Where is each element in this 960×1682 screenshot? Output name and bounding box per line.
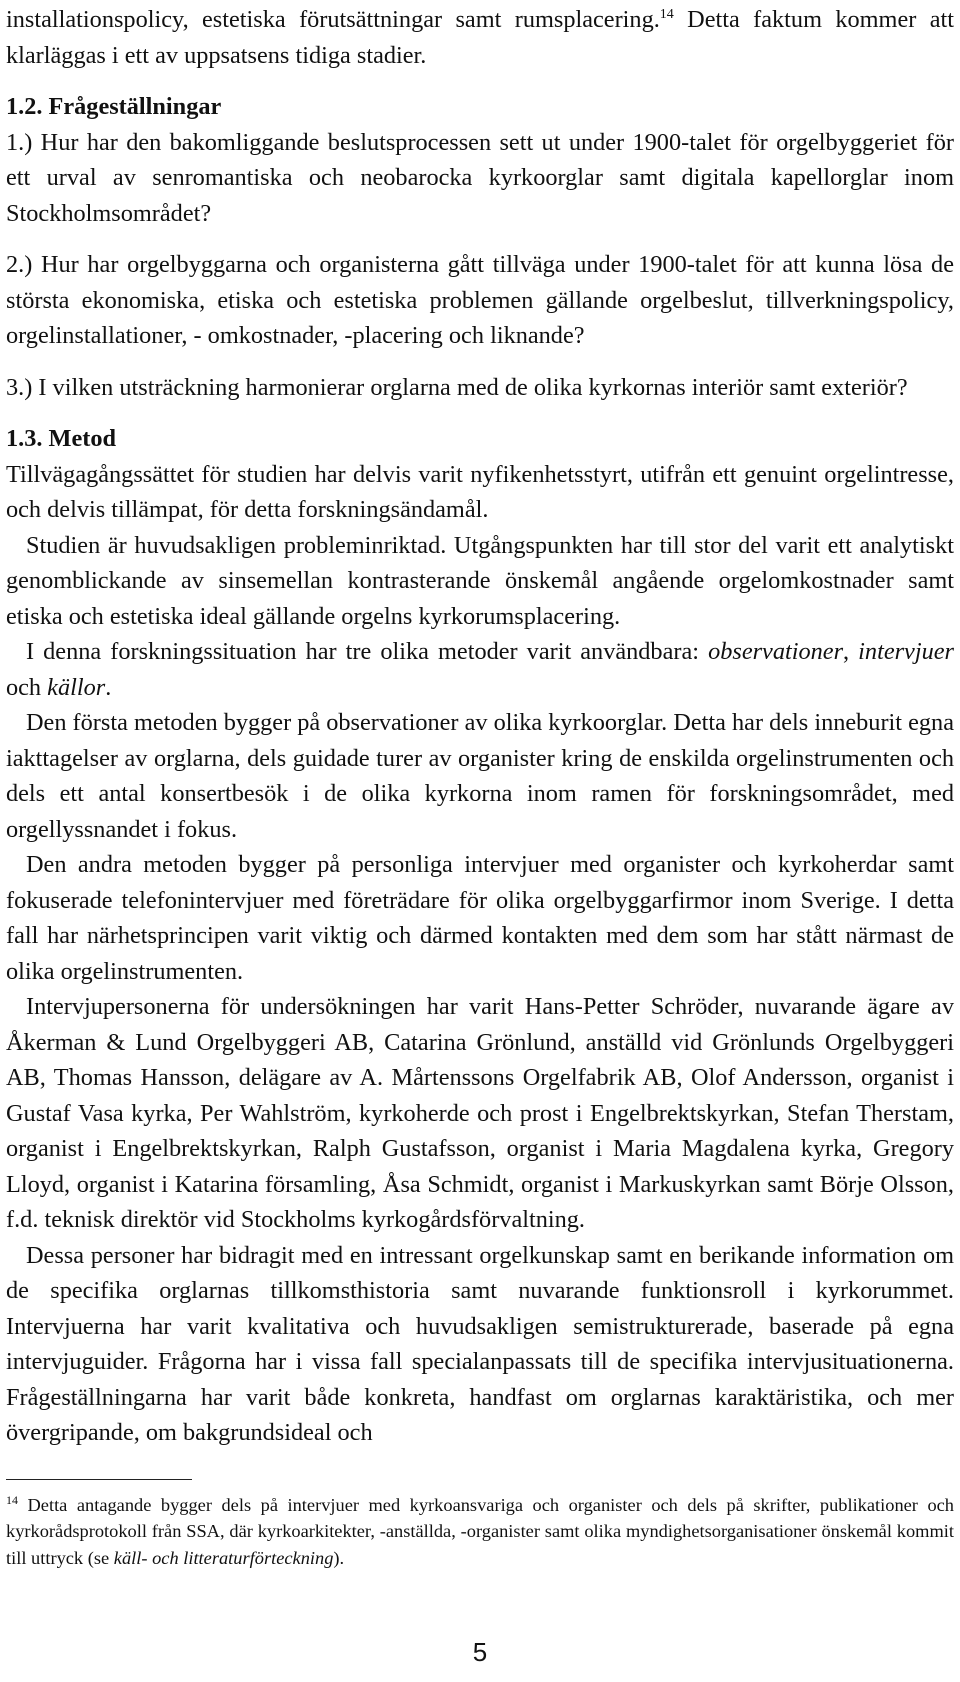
footnote-separator (6, 1479, 192, 1480)
method-interviews: intervjuer (858, 638, 954, 665)
method-3-text-d: . (105, 673, 112, 701)
method-3-text-c: och (6, 673, 48, 701)
method-observations: observationer (708, 638, 844, 665)
footnote-text-italic: käll- och litteraturförteckning (113, 1547, 334, 1568)
document-page (6, 0, 954, 1571)
method-paragraph-7: Dessa personer har bidragit med en intressant orgelkunskap samt en berikande information om de specifika orglarnas tillkomsthistoria samt nuvarande funktionsroll i kyrkorummet. Intervjuerna har varit kvalitativa och huvudsakligen semistrukturerade, baserade på egna intervjuguider. Frågorna har i vissa fall specialanpassats till de specifika intervjusituationerna. Frågeställningarna har varit både konkreta, handfast om orglarnas karaktäristika, och mer övergripande, om bakgrundsideal och (6, 1241, 954, 1446)
question-1: 1.) Hur har den bakomliggande beslutsprocessen sett ut under 1900-talet för orgelbyggeriet för ett urval av senromantiska och neobarocka kyrkoorglar samt digitala kapellorglar inom Stockholmsområdet? (6, 128, 954, 227)
method-3-text-a: I denna forskningssituation har tre olika metoder varit användbara: (26, 638, 709, 665)
method-paragraph-1: Tillvägagångssättet för studien har delvis varit nyfikenhetsstyrt, utifrån ett genuint orgelintresse, och delvis tillämpat, för detta forskningsändamål. (6, 460, 954, 523)
method-paragraph-2: Studien är huvudsakligen probleminriktad. Utgångspunkten har till stor del varit ett analytiskt genomblickande av sinsemellan kontrasterande önskemål angående orgelomkostnader samt etiska och estetiska ideal gällande orgelns kyrkorumsplacering. (6, 531, 954, 630)
intro-text: installationspolicy, estetiska förutsättningar samt rumsplacering. (6, 6, 660, 33)
intro-paragraph (6, 2, 954, 73)
question-3: 3.) I vilken utsträckning harmonierar orglarna med de olika kyrkornas interiör samt exteriör? (6, 373, 908, 401)
footnote-text-b: ). (333, 1547, 345, 1568)
intro-text-tail: Detta faktum kommer att klarläggas i ett av uppsatsens tidiga stadier. (6, 6, 954, 69)
method-paragraph-3 (6, 634, 954, 705)
footnote (6, 1492, 954, 1572)
footnote-text-a: Detta antagande bygger dels på intervjuer med kyrkoansvariga och organister och dels på skrifter, publikationer och kyrkorådsprotokoll från SSA, där kyrkoarkitekter, -anställda, -organister samt olika myndighetsorganisationer önskemål kommit till uttryck (se (6, 1494, 954, 1568)
question-2: 2.) Hur har orgelbyggarna och organisterna gått tillväga under 1900-talet för att kunna lösa de största ekonomiska, etiska och estetiska problemen gällande orgelbeslut, tillverkningspolicy, orgelinstallationer, - omkostnader, -placering och liknande? (6, 251, 954, 349)
method-paragraph-4: Den första metoden bygger på observationer av olika kyrkoorglar. Detta har dels inneburit egna iakttagelser av orglarna, dels guidade turer av organister kring de enskilda orgelinstrumenten och dels ett antal konsertbesök i de olika kyrkorna inom ramen för forskningsområdet, med orgellyssnandet i fokus. (6, 709, 954, 843)
section-heading-questions: 1.2. Frågeställningar (6, 93, 222, 120)
page-number: 5 (472, 1637, 488, 1667)
method-3-text-b: , (843, 638, 859, 665)
method-sources: källor (47, 673, 106, 701)
method-paragraph-6: Intervjupersonerna för undersökningen har varit Hans-Petter Schröder, nuvarande ägare av Åkerman & Lund Orgelbyggeri AB, Catarina Grönlund, anställd vid Grönlunds Orgelbyggeri AB, Thomas Hansson, delägare av A. Mårtenssons Orgelfabrik AB, Olof Andersson, organist i Gustaf Vasa kyrka, Per Wahlström, kyrkoherde och prost i Engelbrektskyrkan, Stefan Therstam, organist i Engelbrektskyrkan, Ralph Gustafsson, organist i Maria Magdalena kyrka, Gregory Lloyd, organist i Katarina församling, Åsa Schmidt, organist i Markuskyrkan samt Börje Olsson, f.d. teknisk direktör vid Stockholms kyrkogårdsförvaltning. (6, 993, 954, 1233)
method-paragraph-5: Den andra metoden bygger på personliga intervjuer med organister och kyrkoherdar samt fokuserade telefonintervjuer med företrädare för olika orgelbyggarfirmor inom Sverige. I detta fall har närhetsprincipen varit viktig och därmed kontakten med dem som har stått närmast de olika orgelinstrumenten. (6, 851, 954, 985)
footnote-reference[interactable]: 14 (659, 6, 674, 22)
section-heading-method: 1.3. Metod (6, 425, 116, 452)
footnote-number: 14 (6, 1492, 18, 1507)
